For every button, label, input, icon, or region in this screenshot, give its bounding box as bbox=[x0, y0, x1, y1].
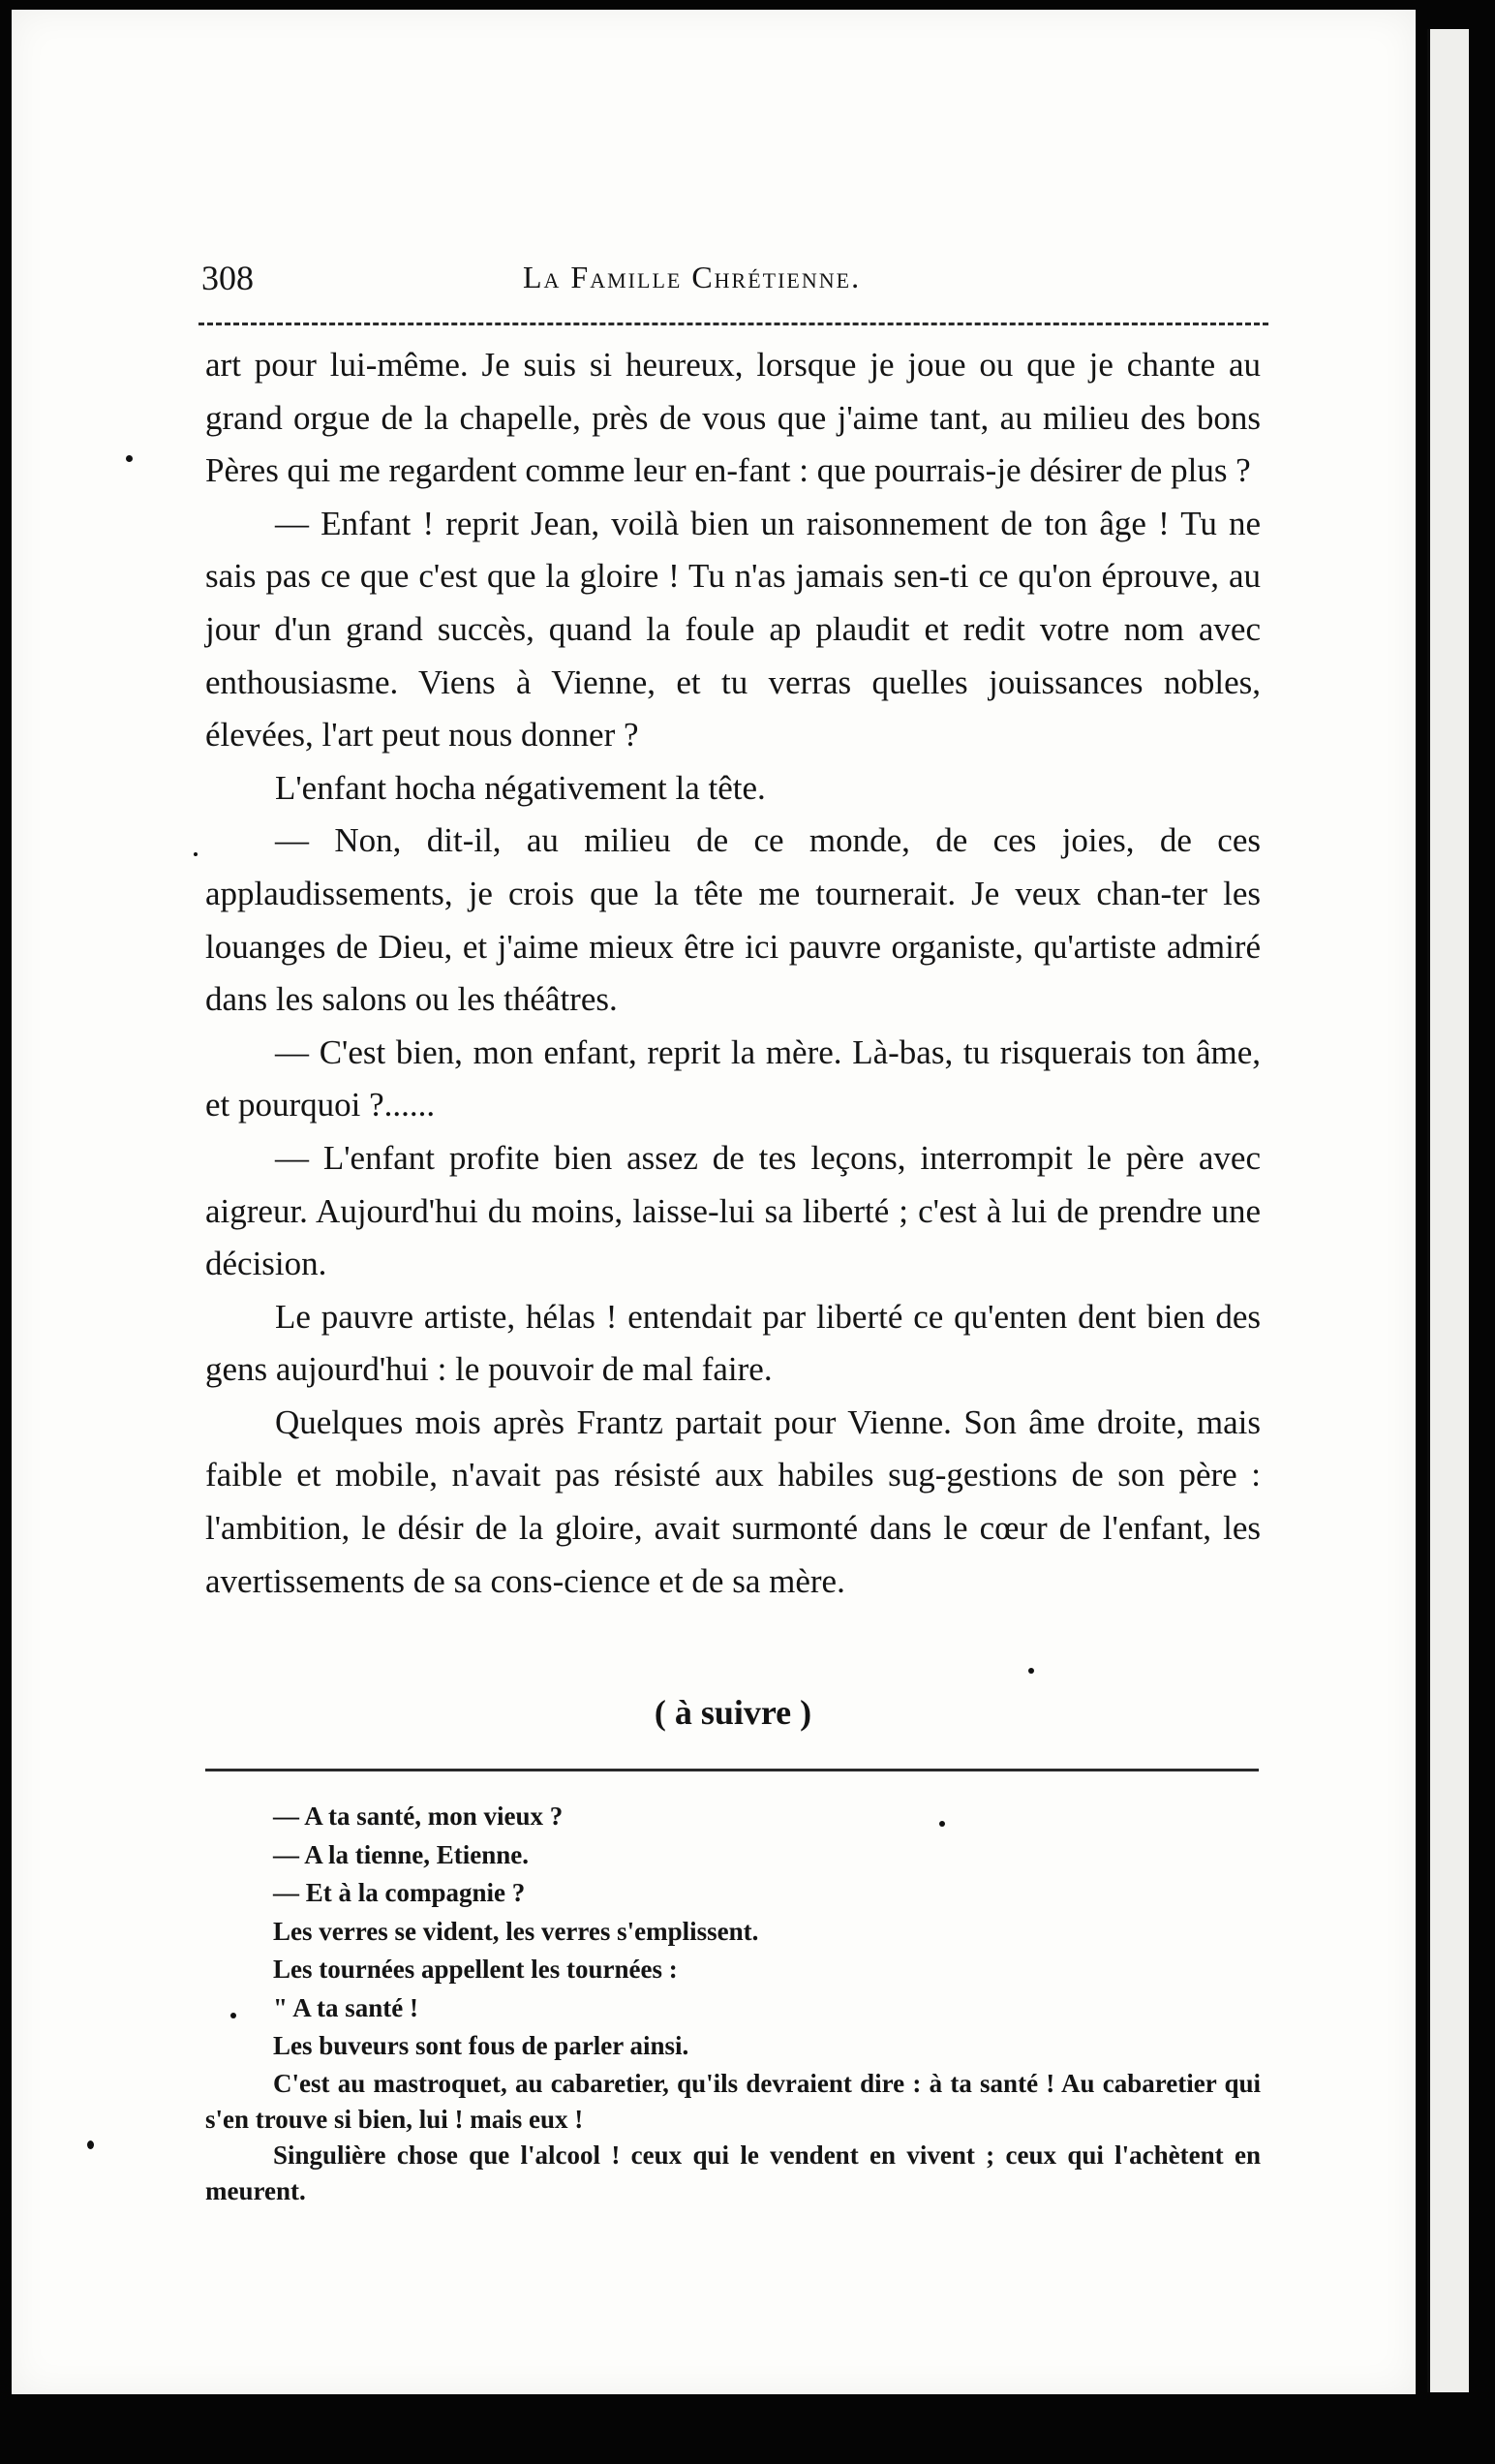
dust-speck bbox=[87, 2141, 94, 2149]
paragraph: — Enfant ! reprit Jean, voilà bien un raisonnement de ton âge ! Tu ne sais pas ce que c'est que la gloire ! Tu n'as jamais sen-ti ce qu'on éprouve, au jour d'un grand succès, quand la foule ap plaudit et redit votre nom avec enthousiasme. Viens à Vienne, et tu verras quelles jouissances nobles, élevées, l'art peut nous donner ? bbox=[205, 504, 1261, 755]
dialogue-line: — A ta santé, mon vieux ? bbox=[273, 1802, 564, 1831]
dialogue-line: — A la tienne, Etienne. bbox=[273, 1839, 530, 1869]
paragraph: art pour lui-même. Je suis si heureux, lorsque je joue ou que je chante au grand orgue de la chapelle, près de vous que j'aime tant, au milieu des bons Pères qui me regardent comme leur en-fant : que pourrais-je désirer de plus ? bbox=[205, 346, 1261, 490]
dust-speck bbox=[126, 455, 133, 462]
footer-paragraph: C'est au mastroquet, au cabaretier, qu'ils devraient dire : à ta santé ! Au cabaretier qui s'en trouve si bien, lui ! mais eux ! bbox=[205, 2068, 1261, 2134]
adjacent-page-edge bbox=[1427, 29, 1469, 2392]
dust-speck bbox=[230, 2013, 236, 2018]
page-number: 308 bbox=[201, 259, 254, 297]
paragraph: — L'enfant profite bien assez de tes leçons, interrompit le père avec aigreur. Aujourd'hui du moins, laisse-lui sa liberté ; c'est à lui de prendre une décision. bbox=[205, 1138, 1261, 1283]
dialogue-line: " A ta santé ! bbox=[273, 1992, 418, 2022]
header-rule bbox=[198, 323, 1268, 325]
paragraph: Quelques mois après Frantz partait pour Vienne. Son âme droite, mais faible et mobile, n'avait pas résisté aux habiles sug-gestions de son père : l'ambition, le désir de la gloire, avait surmonté dans le cœur de l'enfant, les avertissements de sa cons-cience et de sa mère. bbox=[205, 1402, 1261, 1600]
dust-speck bbox=[939, 1821, 945, 1827]
footer-piece bbox=[205, 1798, 1261, 2209]
dialogue-line: — Et à la compagnie ? bbox=[273, 1878, 526, 1907]
dialogue-line: Les tournées appellent les tournées : bbox=[273, 1955, 678, 1984]
paragraph: — C'est bien, mon enfant, reprit la mère. Là-bas, tu risquerais ton âme, et pourquoi ?...... bbox=[205, 1032, 1261, 1124]
footer-paragraph: Singulière chose que l'alcool ! ceux qui le vendent en vivent ; ceux qui l'achètent en meurent. bbox=[205, 2140, 1261, 2205]
dialogue-line: Les buveurs sont fous de parler ainsi. bbox=[273, 2031, 689, 2060]
dust-speck bbox=[1028, 1668, 1034, 1674]
paragraph: L'enfant hocha négativement la tête. bbox=[275, 768, 766, 807]
to-be-continued: ( à suivre ) bbox=[654, 1693, 812, 1732]
paragraph: — Non, dit-il, au milieu de ce monde, de ces joies, de ces applaudissements, je crois que la tête me tournerait. Je veux chan-ter les louanges de Dieu, et j'aime mieux être ici pauvre organiste, qu'artiste admiré dans les salons ou les théâtres. bbox=[205, 821, 1261, 1019]
dust-speck bbox=[194, 852, 198, 856]
page-header bbox=[194, 258, 1259, 316]
dialogue-line: Les verres se vident, les verres s'emplissent. bbox=[273, 1916, 759, 1946]
section-divider bbox=[205, 1769, 1259, 1771]
paragraph: Le pauvre artiste, hélas ! entendait par liberté ce qu'enten dent bien des gens aujourd'hui : le pouvoir de mal faire. bbox=[205, 1297, 1261, 1389]
running-title: La Famille Chrétienne. bbox=[523, 260, 862, 294]
main-text bbox=[205, 339, 1261, 1608]
